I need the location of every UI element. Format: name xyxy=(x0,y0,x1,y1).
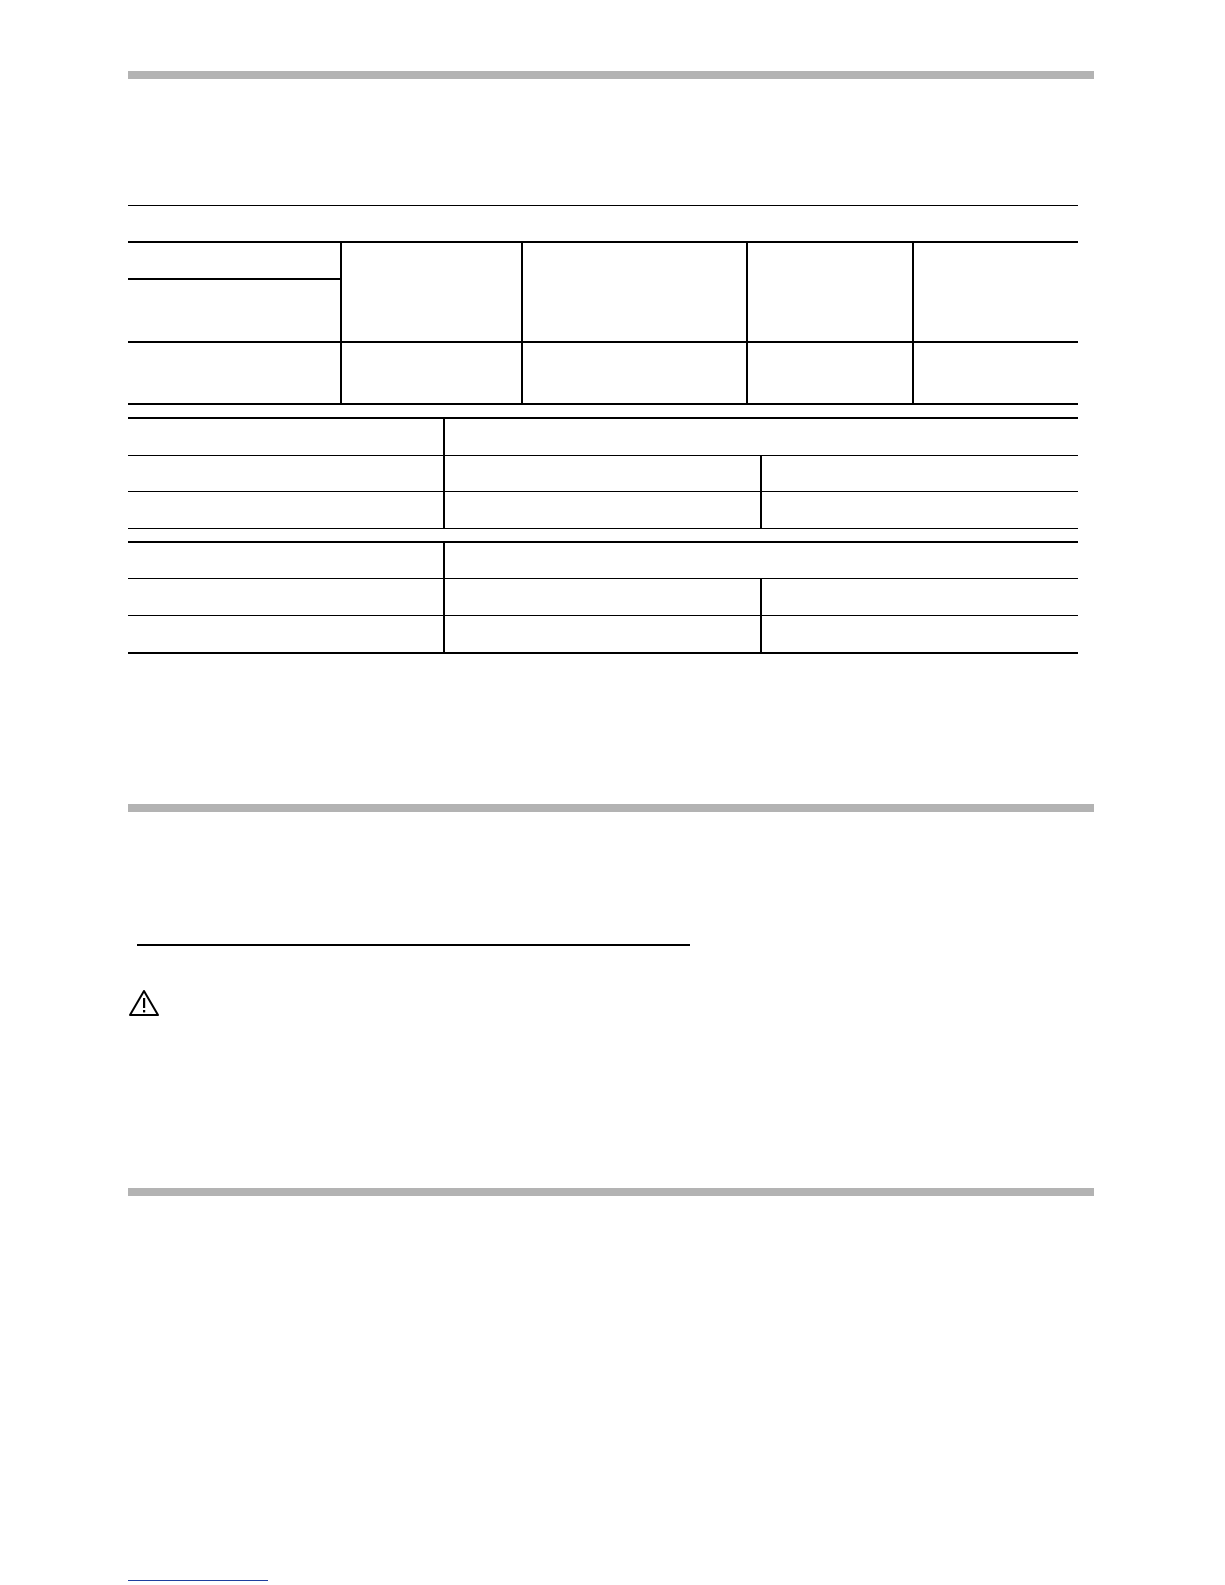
table-a-col-divider xyxy=(443,418,445,529)
table-b-row-rule xyxy=(128,615,1078,616)
spec-table-top-rule xyxy=(128,205,1078,206)
section-divider-top xyxy=(128,71,1094,79)
spec-table-row-rule xyxy=(128,341,1078,343)
table-a-bottom-rule xyxy=(128,528,1078,529)
table-a-row-rule xyxy=(128,455,1078,456)
table-b-top-rule xyxy=(128,541,1078,543)
spec-table-col-divider xyxy=(521,241,523,405)
table-a-top-rule xyxy=(128,417,1078,419)
table-b-col-divider xyxy=(760,578,762,653)
table-b-row-rule xyxy=(128,578,1078,579)
spec-table-col-divider xyxy=(912,241,914,405)
spec-table-col-divider xyxy=(340,241,342,405)
table-b-bottom-rule xyxy=(128,652,1078,654)
section-divider-bottom xyxy=(128,1188,1094,1196)
table-b-col-divider xyxy=(443,542,445,653)
spec-table-bottom-rule xyxy=(128,403,1078,405)
spec-table-col-divider xyxy=(746,241,748,405)
table-a-col-divider xyxy=(760,455,762,529)
footnote-link-underline[interactable] xyxy=(128,1580,268,1581)
spec-table-subheader-rule xyxy=(128,278,340,280)
section-divider-middle xyxy=(128,804,1094,812)
spec-table-header-rule xyxy=(128,241,1078,243)
subheading-underline xyxy=(137,944,690,946)
table-a-row-rule xyxy=(128,491,1078,492)
warning-triangle-icon xyxy=(128,989,160,1017)
